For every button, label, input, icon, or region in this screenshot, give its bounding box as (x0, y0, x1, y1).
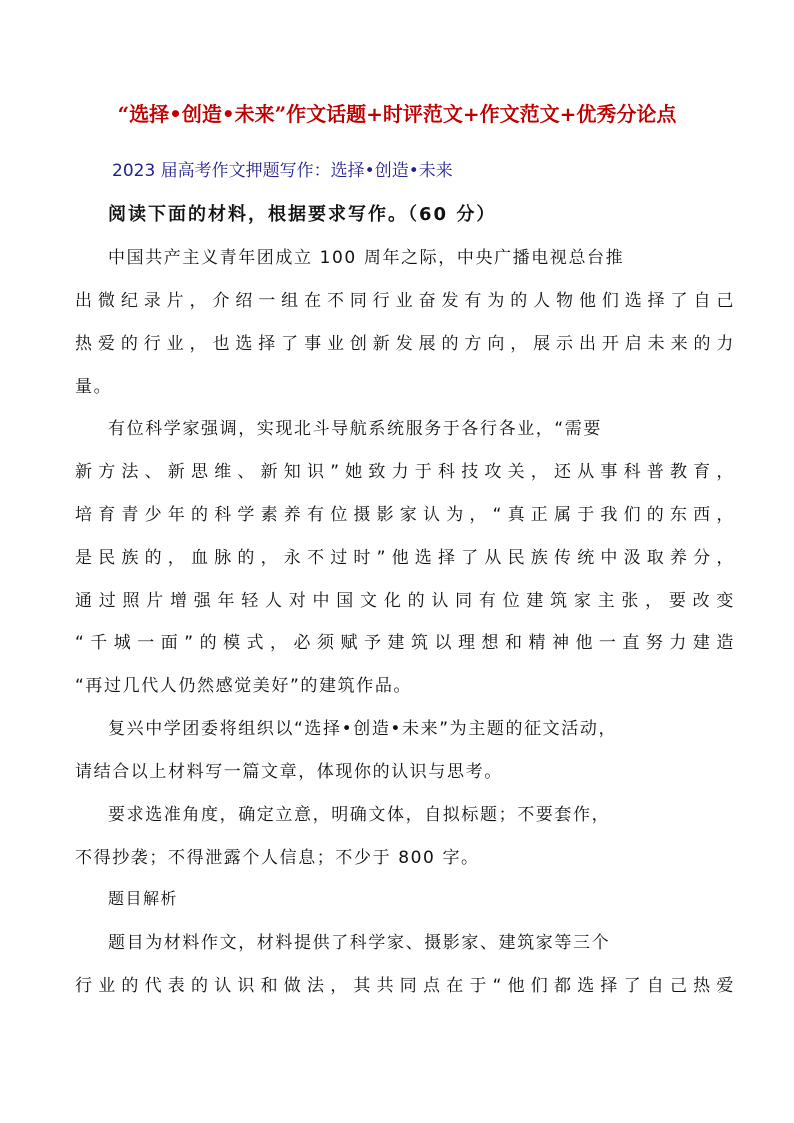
paragraph-line: 不得抄袭；不得泄露个人信息；不少于 800 字。 (75, 848, 480, 868)
paragraph-line: 有位科学家强调，实现北斗导航系统服务于各行各业，“需要 (108, 419, 603, 439)
document-title: “选择•创造•未来”作文话题+时评范文+作文范文+优秀分论点 (117, 102, 677, 126)
document-subtitle: 2023 届高考作文押题写作：选择•创造•未来 (112, 161, 453, 181)
paragraph-line: 中国共产主义青年团成立 100 周年之际，中央广播电视总台推 (108, 248, 625, 268)
section-heading: 题目解析 (108, 889, 179, 908)
paragraph-line: 题目为材料作文，材料提供了科学家、摄影家、建筑家等三个 (108, 933, 611, 953)
paragraph-line: 热爱的行业，也选择了事业创新发展的方向，展示出开启未来的力 (75, 334, 735, 354)
paragraph-line: “再过几代人仍然感觉美好”的建筑作品。 (75, 676, 413, 696)
paragraph-line: 通过照片增强年轻人对中国文化的认同有位建筑家主张，要改变 (75, 591, 735, 611)
paragraph-line: 新方法、新思维、新知识”她致力于科技攻关，还从事科普教育， (75, 462, 735, 482)
paragraph-line: 是民族的，血脉的，永不过时”他选择了从民族传统中汲取养分， (75, 548, 735, 568)
paragraph-line: 行业的代表的认识和做法，其共同点在于“他们都选择了自己热爱 (75, 976, 735, 996)
paragraph-line: 出微纪录片，介绍一组在不同行业奋发有为的人物他们选择了自己 (75, 291, 735, 311)
paragraph-line: 培育青少年的科学素养有位摄影家认为，“真正属于我们的东西， (75, 505, 735, 525)
paragraph-line: “千城一面”的模式，必须赋予建筑以理想和精神他一直努力建造 (75, 633, 735, 653)
paragraph-line: 请结合以上材料写一篇文章，体现你的认识与思考。 (75, 762, 503, 782)
prompt-heading: 阅读下面的材料，根据要求写作。（60 分） (108, 204, 497, 225)
paragraph-line: 复兴中学团委将组织以“选择•创造•未来”为主题的征文活动， (108, 719, 618, 739)
paragraph-line: 量。 (75, 377, 113, 397)
paragraph-line: 要求选准角度，确定立意，明确文体，自拟标题；不要套作， (108, 805, 611, 825)
